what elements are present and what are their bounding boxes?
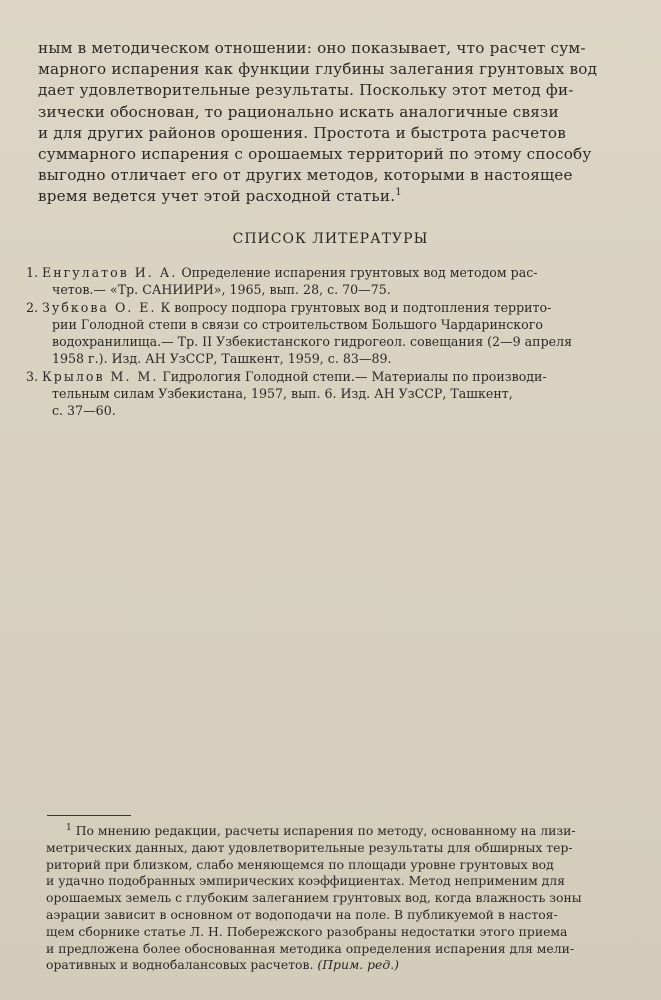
paragraph-line-text: время ведется учет этой расходной статьи. <box>38 187 396 206</box>
footnote-line: риторий при близком, слабо меняющемся по площади уровне грунтовых вод <box>46 856 554 872</box>
reference-continuation: водохранилища.— Тр. II Узбекистанского гидрогеол. совещания (2—9 апреля <box>52 334 573 349</box>
reference-first-line <box>26 368 641 385</box>
reference-item <box>26 264 641 298</box>
paragraph-line: ным в методическом отношении: оно показывает, что расчет сум- <box>38 39 586 57</box>
reference-author: Крылов М. М. <box>42 369 159 384</box>
footnote <box>46 823 642 974</box>
footnote-line: щем сборнике статье Л. Н. Побережского разобраны недостатки этого приема <box>46 923 568 939</box>
reference-first-line <box>26 299 641 316</box>
paragraph-line-last <box>38 186 634 207</box>
footnote-number: 1 <box>66 823 72 833</box>
reference-title: Определение испарения грунтовых вод методом рас- <box>181 265 538 280</box>
main-paragraph <box>38 38 634 208</box>
reference-continuation: 1958 г.). Изд. АН УзССР, Ташкент, 1959, с. 83—89. <box>52 351 392 366</box>
footnote-line-text: По мнению редакции, расчеты испарения по методу, основанному на лизи- <box>75 823 576 838</box>
paragraph-line: марного испарения как функции глубины залегания грунтовых вод <box>38 60 598 79</box>
footnote-line: метрических данных, дают удовлетворительные результаты для обширных тер- <box>46 839 573 855</box>
paragraph-line: суммарного испарения с орошаемых территорий по этому способу <box>38 145 592 164</box>
footnote-reference-mark: 1 <box>395 187 402 199</box>
references-list <box>26 264 641 420</box>
footnote-last-line <box>46 957 642 974</box>
footnote-first-line <box>46 823 642 840</box>
reference-continuation: рии Голодной степи в связи со строительством Большого Чардаринского <box>52 317 543 332</box>
reference-continuation: тельным силам Узбекистана, 1957, вып. 6. Изд. АН УзССР, Ташкент, <box>52 386 513 401</box>
footnote-line: и удачно подобранных эмпирических коэффициентах. Метод неприменим для <box>46 873 565 889</box>
footnote-line: орошаемых земель с глубоким залеганием грунтовых вод, когда влажность зоны <box>46 890 582 906</box>
footnote-line: и предложена более обоснованная методика определения испарения для мели- <box>46 940 575 956</box>
reference-number: 1. <box>26 265 39 280</box>
footnote-divider <box>47 815 131 816</box>
reference-continuation: с. 37—60. <box>52 403 116 418</box>
reference-number: 2. <box>26 300 39 315</box>
editor-note: (Прим. ред.) <box>317 957 399 973</box>
footnote-line: аэрации зависит в основном от водоподачи на поле. В публикуемой в настоя- <box>46 906 558 922</box>
reference-title: Гидрология Голодной степи.— Материалы по производи- <box>162 369 547 384</box>
paragraph-line: зически обоснован, то рационально искать аналогичные связи <box>38 102 559 121</box>
references-heading: СПИСОК ЛИТЕРАТУРЫ <box>232 231 429 247</box>
reference-number: 3. <box>26 369 39 384</box>
reference-title: К вопросу подпора грунтовых вод и подтопления террито- <box>160 300 552 315</box>
paragraph-line: дает удовлетворительные результаты. Поскольку этот метод фи- <box>38 81 574 100</box>
reference-continuation: четов.— «Тр. САНИИРИ», 1965, вып. 28, с. 70—75. <box>52 282 391 297</box>
paragraph-line: и для других районов орошения. Простота и быстрота расчетов <box>38 123 567 142</box>
footnote-line-text: оративных и воднобалансовых расчетов. <box>46 957 314 973</box>
reference-item <box>26 299 641 367</box>
reference-first-line <box>26 264 641 281</box>
reference-item <box>26 368 641 419</box>
reference-author: Енгулатов И. А. <box>42 265 178 280</box>
reference-author: Зубкова О. Е. <box>42 300 157 315</box>
paragraph-line: выгодно отличает его от других методов, которыми в настоящее <box>38 166 573 185</box>
